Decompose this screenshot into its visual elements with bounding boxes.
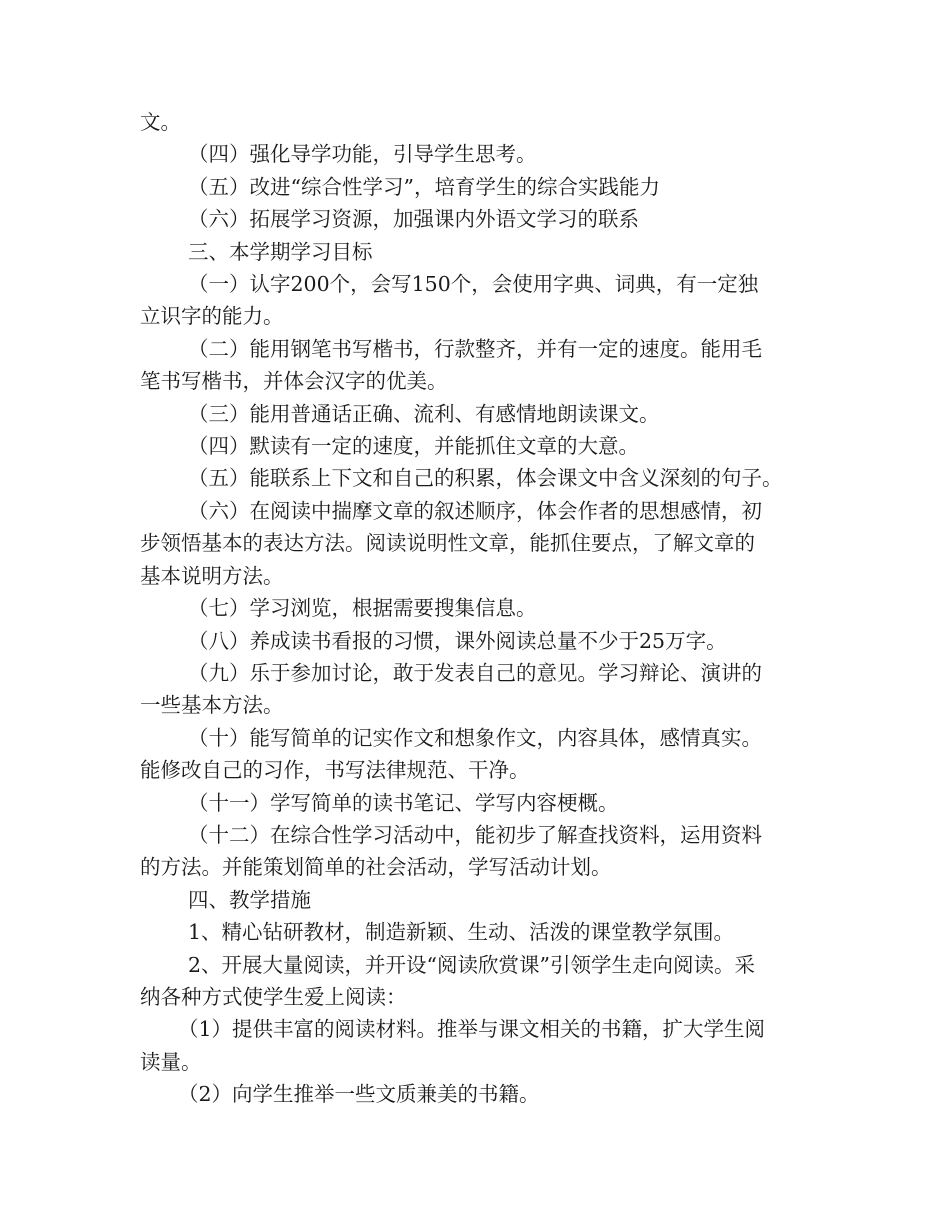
text-line: （三）能用普通话正确、流利、有感情地朗读课文。 (188, 401, 660, 426)
document-body (140, 106, 812, 1111)
paragraph (140, 171, 812, 203)
paragraph (140, 333, 812, 398)
text-line: （十一）学写简单的读书笔记、学写内容梗概。 (188, 790, 619, 815)
paragraph (140, 430, 812, 462)
paragraph (140, 819, 812, 884)
text-line: （四）强化导学功能，引导学生思考。 (188, 142, 537, 167)
paragraph (140, 916, 812, 948)
text-line: （七）学习浏览，根据需要搜集信息。 (188, 596, 537, 621)
text-line: 1、精心钻研教材，制造新颖、生动、活泼的课堂教学氛围。 (188, 920, 735, 945)
text-line: 纳各种方式使学生爱上阅读： (140, 984, 407, 1009)
paragraph (140, 398, 812, 430)
text-line: （六）拓展学习资源，加强课内外语文学习的联系 (188, 207, 639, 232)
text-line: 一些基本方法。 (140, 693, 284, 718)
text-line: 笔书写楷书，并体会汉字的优美。 (140, 369, 448, 394)
heading-line: 三、本学期学习目标 (188, 239, 373, 264)
paragraph (140, 949, 812, 1014)
text-line: 步领悟基本的表达方法。阅读说明性文章，能抓住要点，了解文章的 (140, 531, 755, 556)
text-line: （五）改进“综合性学习”，培育学生的综合实践能力 (188, 174, 660, 199)
paragraph (140, 657, 812, 722)
text-line: （2）向学生推举一些文质兼美的书籍。 (178, 1082, 540, 1107)
text-line: （四）默读有一定的速度，并能抓住文章的大意。 (188, 434, 639, 459)
paragraph (140, 106, 812, 138)
text-line: （五）能联系上下文和自己的积累，体会课文中含义深刻的句子。 (188, 466, 783, 491)
text-line: （二）能用钢笔书写楷书，行款整齐，并有一定的速度。能用毛 (188, 336, 762, 361)
text-line: （六）在阅读中揣摩文章的叙述顺序，体会作者的思想感情，初 (188, 498, 762, 523)
text-line: 立识字的能力。 (140, 304, 284, 329)
paragraph (140, 787, 812, 819)
paragraph (140, 203, 812, 235)
text-line: 的方法。并能策划简单的社会活动，学写活动计划。 (140, 855, 612, 880)
paragraph (140, 722, 812, 787)
section-heading (140, 884, 812, 916)
text-line: 基本说明方法。 (140, 563, 284, 588)
text-line: （九）乐于参加讨论，敢于发表自己的意见。学习辩论、演讲的 (188, 660, 762, 685)
text-line: 文。 (140, 110, 181, 134)
text-line: （1）提供丰富的阅读材料。推举与课文相关的书籍，扩大学生阅 (178, 1017, 766, 1042)
paragraph (140, 138, 812, 170)
text-line: 2、开展大量阅读，并开设“阅读欣赏课”引领学生走向阅读。采 (188, 952, 756, 977)
text-line: 能修改自己的习作，书写法律规范、干净。 (140, 758, 530, 783)
heading-line: 四、教学措施 (188, 887, 311, 912)
paragraph (140, 268, 812, 333)
text-line: 读量。 (140, 1049, 202, 1074)
text-line: （八）养成读书看报的习惯，课外阅读总量不少于25万字。 (188, 628, 727, 653)
section-heading (140, 236, 812, 268)
text-line: （十）能写简单的记实作文和想象作文，内容具体，感情真实。 (188, 725, 762, 750)
paragraph (140, 592, 812, 624)
paragraph (140, 462, 812, 494)
paragraph (140, 1078, 812, 1110)
text-line: （十二）在综合性学习活动中，能初步了解查找资料，运用资料 (188, 822, 762, 847)
text-line: （一）认字200个，会写150个，会使用字典、词典，有一定独 (188, 272, 759, 297)
paragraph (140, 625, 812, 657)
paragraph (140, 495, 812, 592)
paragraph (140, 1013, 812, 1078)
